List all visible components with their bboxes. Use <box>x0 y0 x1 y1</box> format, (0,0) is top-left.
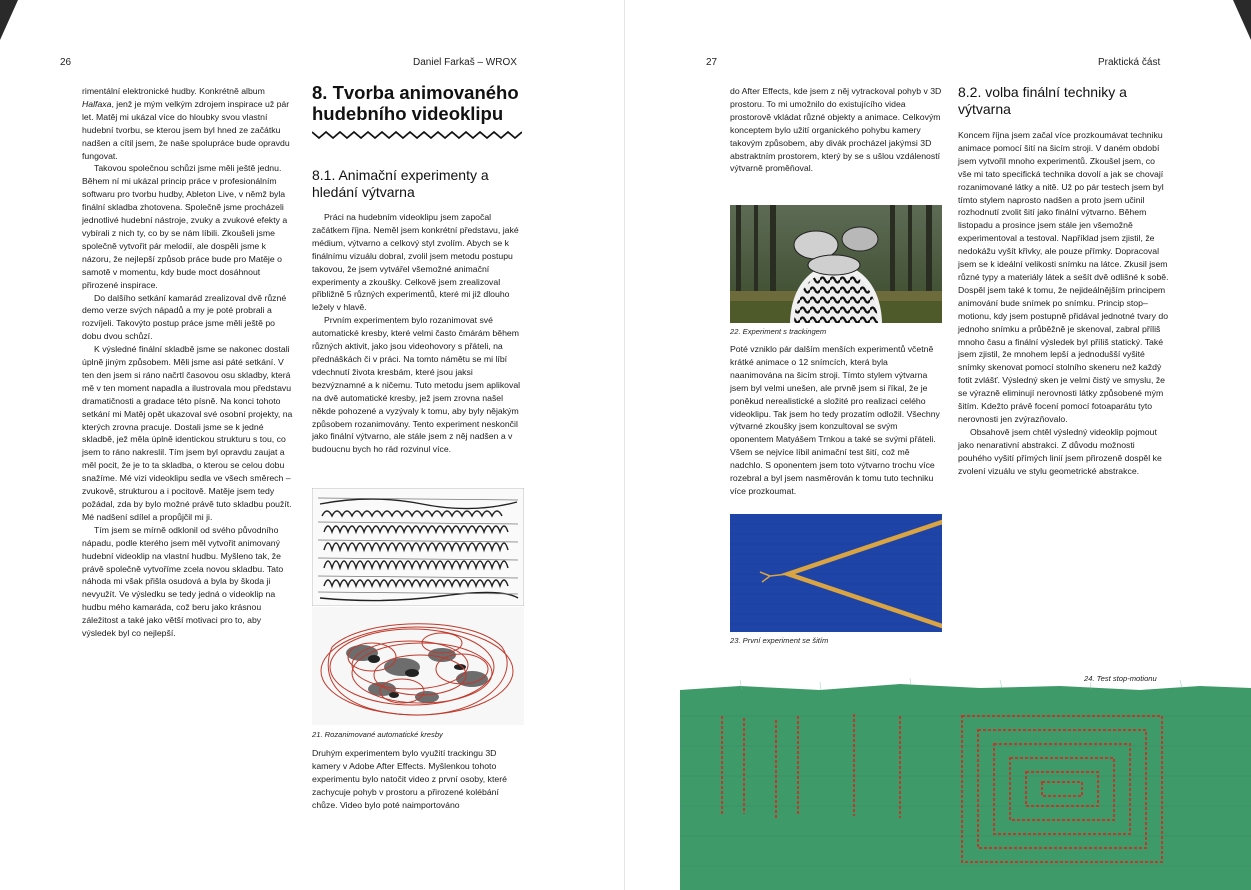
zigzag-divider <box>312 129 522 141</box>
left-column-2 <box>312 82 524 456</box>
figure-automatic-drawing-2 <box>312 607 524 725</box>
blue-fabric-with-thread <box>730 514 942 632</box>
paragraph: Prvním experimentem bylo rozanimovat své automatické kresby, které velmi často čmárám během různých aktivit, jako jsou videohovory s přáteli, na přednáškách či v práci. Na tomto námětu se mi líbí vdechnutí života kresbám, které jsou jaksi bezvýznamné a k ničemu. Tuto metodu jsem aplikoval na dvě automatické kresby, jež jsem zrovna našel někde pohozené a vyzývaly k tomu, aby byly nějakým způsobem rozanimovány. Tento experiment neskončil jako finální výtvarno, ale stále jsem z něj nadšen a v budoucnu bych ho rád rozvinul více. <box>312 315 521 455</box>
right-column-2 <box>958 84 1170 477</box>
left-column-1 <box>82 85 294 640</box>
figure-tracking-experiment <box>730 205 942 323</box>
page-corner-left <box>0 0 18 40</box>
forest-3d-scene <box>730 205 942 323</box>
figure-stop-motion-test <box>680 676 1251 890</box>
right-column-1 <box>730 85 942 175</box>
green-fabric-with-red-stitching <box>680 676 1251 890</box>
paragraph: Práci na hudebním videoklipu jsem započal začátkem října. Neměl jsem konkrétní představu, jaké médium, výtvarno a celkový styl zvolím. Abych se k finálnímu vizuálu dobral, zvolil jsem metodu postupu takovou, že jsem vytvářel všemožné animační experimenty a zkoušky. Celkově jsem zrealizoval přibližně 5 různých experimentů, které mi již dlouho ležely v hlavě. <box>312 212 519 313</box>
right-column-1-middle <box>730 343 942 498</box>
paragraph: do After Effects, kde jsem z něj vytrackoval pohyb v 3D prostoru. To mi umožnilo do existujícího videa prostorově vkládat různé objekty a animace. Celkovým konceptem bylo užití organického pohybu kamery takovým způsobem, aby divák procházel jakýmsi 3D abstraktním prostorem, který by se s ušlou vzdáleností výtvarně proměňoval. <box>730 86 942 174</box>
paragraph: Koncem října jsem začal více prozkoumávat techniku animace pomocí šití na šicím stroji. V daném období jsem vytvořil mnoho experimentů. Zkoušel jsem, co vše mi tato specifická technika dovolí a jak se chovají rozanimované látky a nitě. Už po pár testech jsem byl tímto stylem naprosto nadšen a proto jsem učinil rozhodnutí zvolit šití jako finální výtvarno. Během listopadu a prosince jsem stále jen všemožně experimentoval a testoval. Například jsem zjistil, že nedokážu vyšít křivky, ale pouze přímky. Dopracoval jsem se k ideální velikosti snímku na látce. Zkusil jsem různé typy a materiály látek a sešít dvě odlišné k sobě. Dospěl jsem také k tomu, že nejideálnějším principem animování bude snímek po snímku. Princip stop–motionu, kdy jsem postupně přidával jednotné tvary do jednoho snímku a průběžně je skenoval, zabral příliš mnoho času a finální výsledek byl příliš statický. Také jsem zjistil, že mnohem lepší a jednodušší vyšité snímky skenovat pomocí stolního skeneru než každý fotit zvlášť. Výsledný sken je velmi čistý ve smyslu, že se výrazně eliminují nerovnosti látky způsobené mým šitím. Kdežto právě focení pomocí fotoaparátu tyto nerovnosti jen zvýrazňovalo. <box>958 130 1169 424</box>
paragraph: Do dalšího setkání kamarád zrealizoval dvě různé demo verze svých nápadů a my je poté probrali a rozvíjeli. Takovýto postup práce jsme měli ještě po dobu dvou schůzí. <box>82 292 287 342</box>
scribble-drawing <box>312 488 524 606</box>
paragraph: Poté vzniklo pár dalším menších experimentů včetně krátké animace o 12 snímcích, která byla naanimována na šicím stroji. Tímto stylem výtvarna jsem byl velmi unešen, ale prvně jsem si říkal, že je poněkud nerealistické a složité pro realizaci celého videoklipu. Tak jsem ho tedy prozatím odložil. Všechny výtvarné zkoušky jsem konzultoval se svým oponentem Matyášem Trnkou a také se svými přáteli. Všem se nejvíce líbil animační test šití, což mě nadchlo. S oponentem jsem toto výtvarno trochu více rozebral a byl jsem nasměrován k tomu tuto techniku více prozkoumat. <box>730 344 940 496</box>
caption-figure-21: 21. Rozanimované automatické kresby <box>312 730 443 739</box>
paragraph: rimentální elektronické hudby. Konkrétně album Halfaxa, jenž je mým velkým zdrojem inspirace už pár let. Matěj mi ukázal více do hloubky svou vlastní hudební tvorbu, se kterou jsem byl hned ze začátku nadšen a cítil jsem, že naše spolupráce bude opravdu fungovat. <box>82 86 290 161</box>
red-scribble-drawing <box>312 607 524 725</box>
section-title: 8.2. volba finální techniky a výtvarna <box>958 84 1127 117</box>
paragraph: Druhým experimentem bylo využití trackingu 3D kamery v Adobe After Effects. Myšlenkou tohoto experimentu bylo natočit video z první osoby, které zachycuje pohyb v prostoru a přirozené kolébání chůze. Video bylo poté naimportováno <box>312 748 507 810</box>
album-title: Halfaxa <box>82 98 112 109</box>
paragraph: Tím jsem se mírně odklonil od svého původního nápadu, podle kterého jsem měl vytvořit animovaný hudební videoklip na vlastní hudbu. Myšleno tak, že právě společně vytvoříme zcela novou skladbu. Tato náhoda mi však přišla osudová a byla by škoda ji nevyužít. Ve výsledku se tedy jedná o videoklip na hudbu mého kamaráda, což beru jako krásnou záležitost a také jako větší motivaci pro to, aby výsledek byl co nejlepší. <box>82 524 284 639</box>
left-page-number: 26 <box>60 57 72 68</box>
paragraph: Takovou společnou schůzi jsme měli ještě jednu. Během ní mi ukázal princip práce v profesionálním softwaru pro tvorbu hudby, Ableton Live, v němž byla finální skladba zhotovena. Společně jsme procházeli jednotlivé hudební nástroje, zvuky a zvukové efekty a vybírali z nich ty, co by se nám líbili. Zkoušeli jsme společně vytvořit pár melodií, ale dospěli jsme k názoru, že nejlepší způsob práce bude pro Matěje o samotě v momentu, kdy bude moct dosáhnout přirozené inspirace. <box>82 163 288 290</box>
figure-first-sewing-experiment <box>730 514 942 632</box>
right-page-number: 27 <box>706 57 718 68</box>
caption-figure-22: 22. Experiment s trackingem <box>730 327 827 336</box>
left-column-2-continued <box>312 747 524 812</box>
left-running-head: Daniel Farkaš – WROX <box>413 57 517 68</box>
section-title: 8.1. Animační experimenty a hledání výtvarna <box>312 167 489 200</box>
page-corner-right <box>1233 0 1251 40</box>
paragraph: K výsledné finální skladbě jsme se nakonec dostali úplně jiným způsobem. Měli jsme asi páté setkání. V ten den jsem si ráno načrtl časovou osu skladby, která mě v ten moment napadla a ilustrovala mou představu dramatičnosti a gradace této písně. Na konci tohoto setkání mi Matěj opět ukazoval své osobní projekty, na kterých zrovna pracuje. Dostali jsme se k jedné skladbě, jež měla úplně identickou strukturu s tou, co jsem to ráno nakreslil. Tím jsem byl opravdu zaujat a měl pocit, že je to ta skladba, o kterou se celou dobu snažíme. Mé vizi videoklipu sedla ve všech směrech – zvukově, strukturou a i pocitově. Matěje jsem tedy požádal, zda by bylo možné právě tuto skladbu použít. Mé nadšení sdílel a propůjčil mi ji. <box>82 344 293 522</box>
caption-figure-24: 24. Test stop-motionu <box>1084 674 1157 683</box>
right-running-head: Praktická část <box>1098 57 1161 68</box>
caption-figure-23: 23. První experiment se šitím <box>730 636 829 645</box>
chapter-title: 8. Tvorba animovaného hudebního videoklipu <box>312 82 519 124</box>
paragraph: Obsahově jsem chtěl výsledný videoklip pojmout jako nenarativní abstrakci. Z důvodu možnosti pouhého vyšití přímých linií jsem přirozeně dospěl ke zvolení vizuálu ve stylu geometrické abstrakce. <box>958 426 1162 476</box>
left-page <box>0 0 625 890</box>
figure-automatic-drawing-1 <box>312 488 524 606</box>
